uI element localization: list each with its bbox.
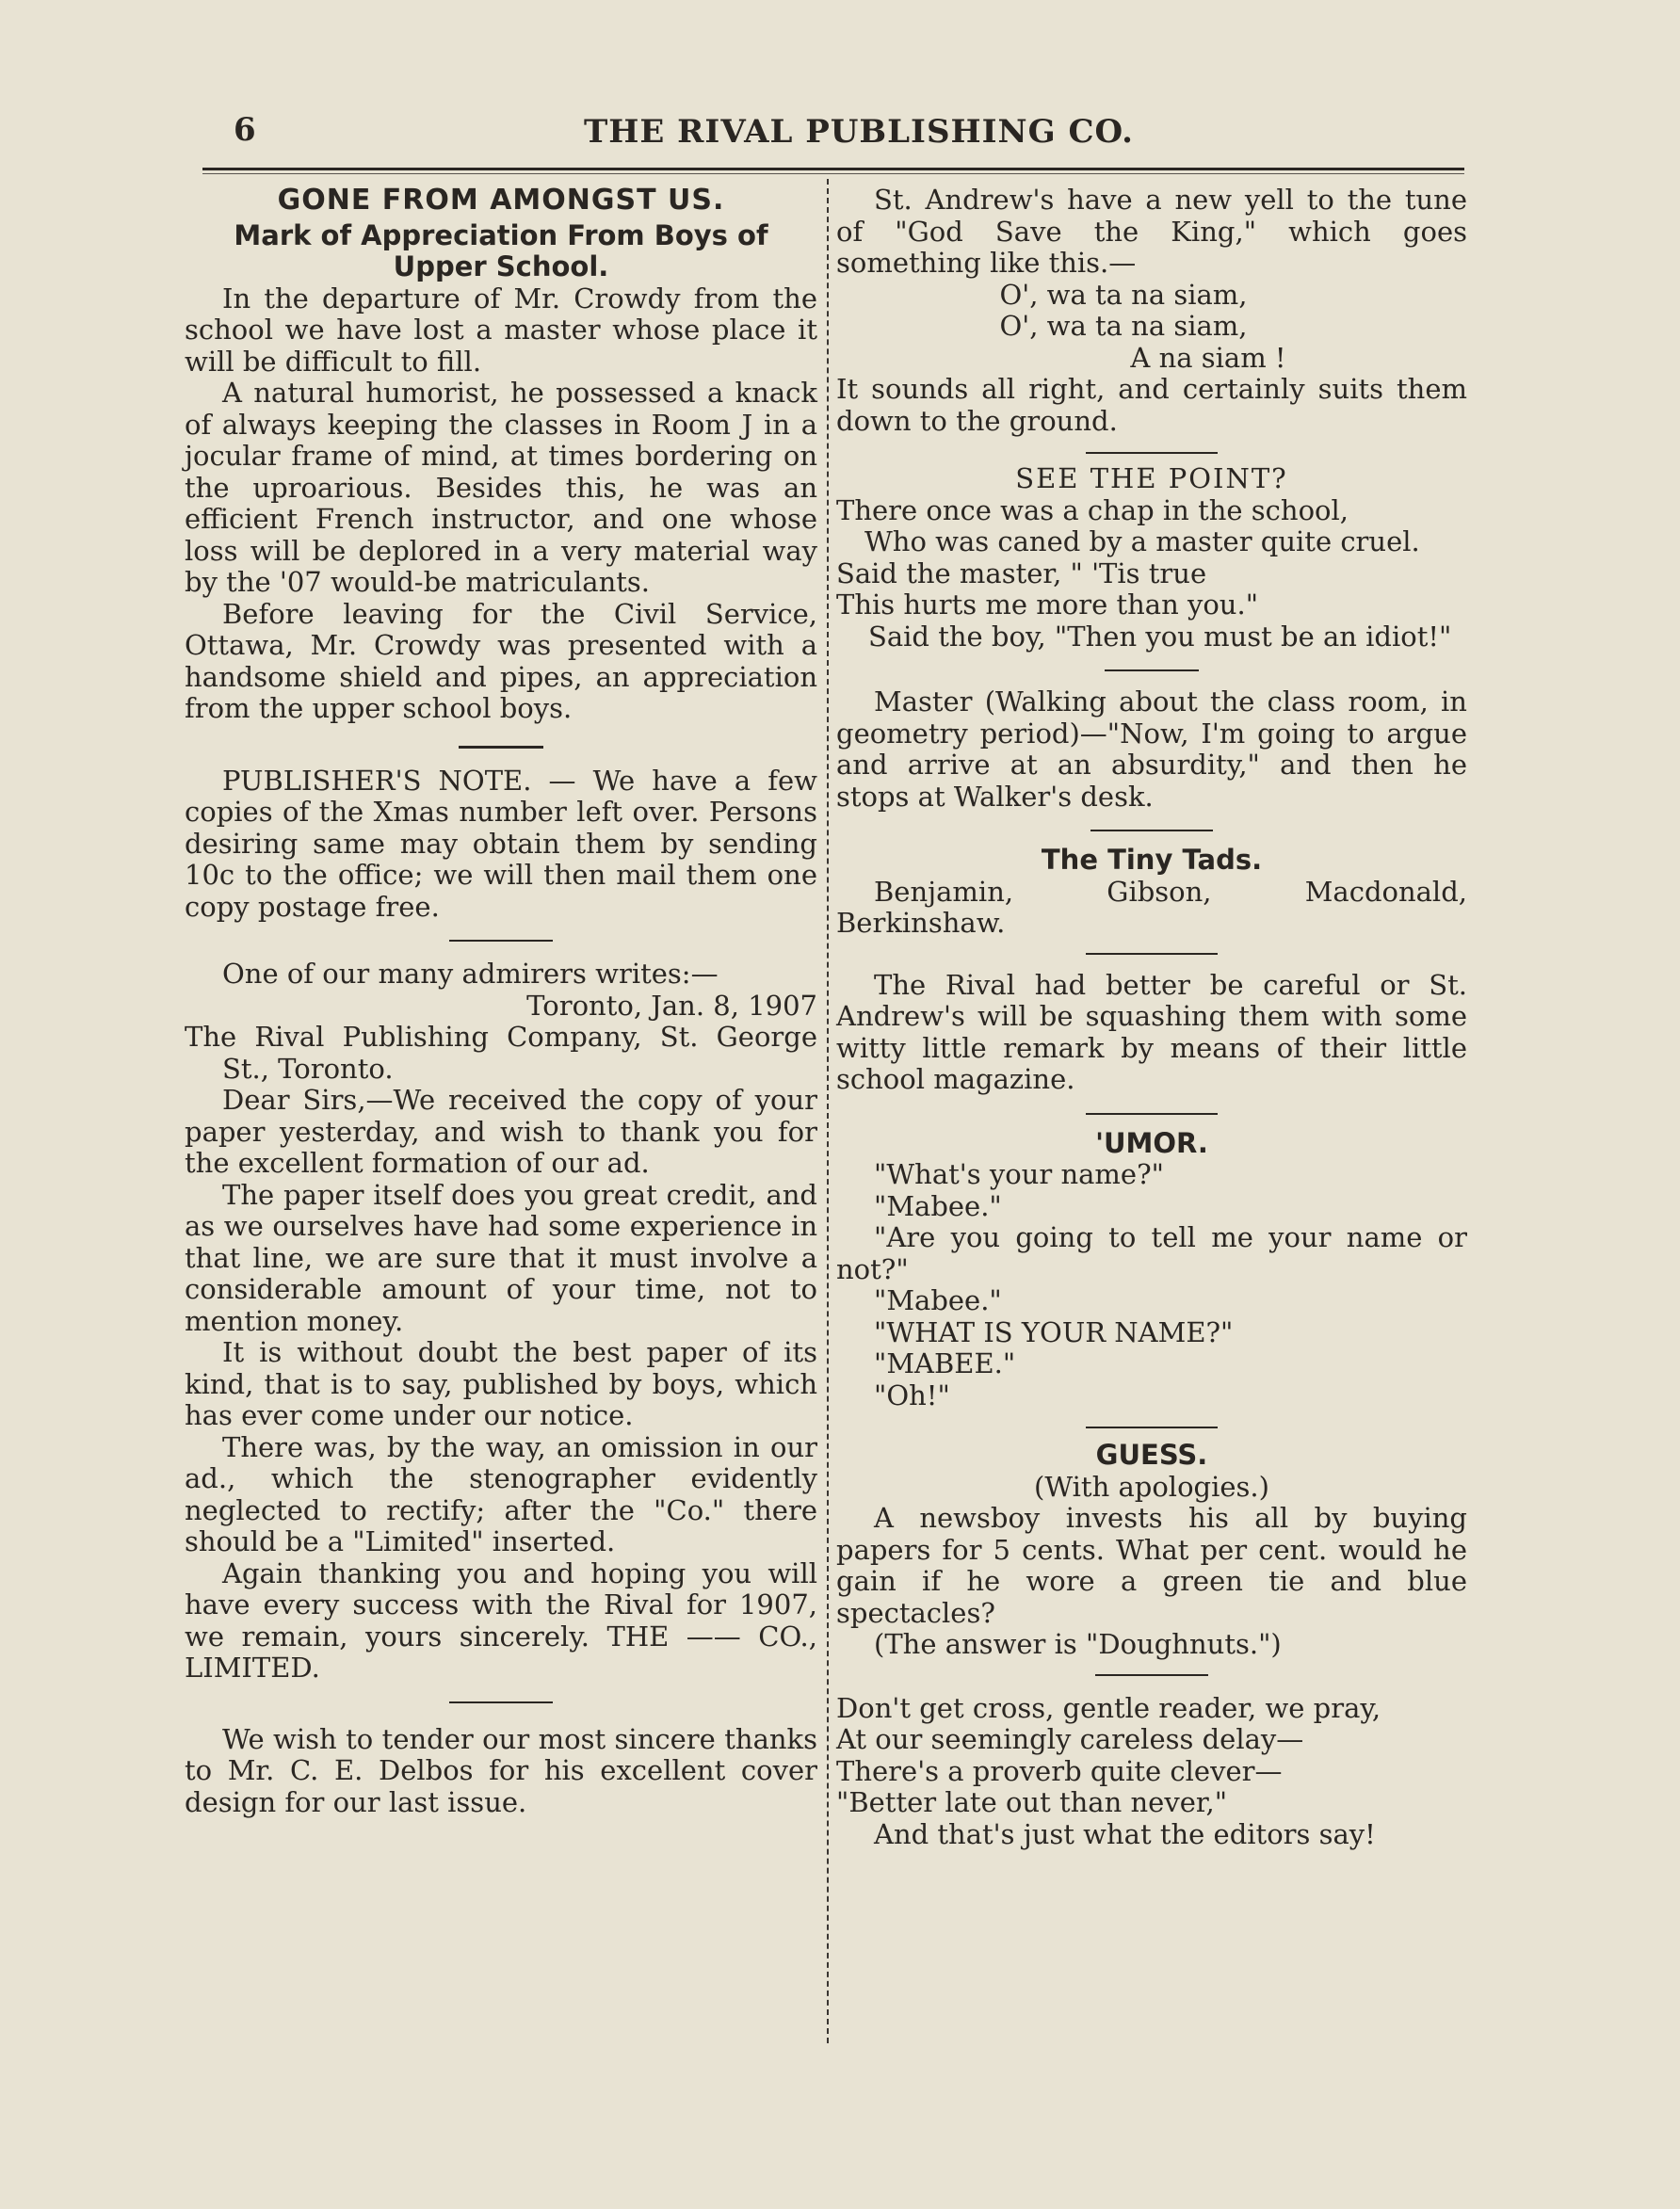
tads-title: The Tiny Tads. [1041,844,1263,876]
yell-line: A na siam ! [1130,341,1286,374]
poem-line: Who was caned by a master quite cruel. [864,525,1420,557]
section-divider [449,1701,553,1703]
thanks-paragraph: We wish to tender our most sincere thanks to Mr. C. E. Delbos for his excellent cover design for our last issue. [185,1722,817,1818]
letter-intro: One of our many admirers writes:— [222,958,719,990]
right-column [836,185,1467,1850]
article-paragraph: In the departure of Mr. Crowdy from the school we have lost a master whose place it will be difficult to fill. [185,282,817,378]
left-column [185,185,817,1818]
poem-line: Said the boy, "Then you must be an idiot!" [868,620,1452,653]
section-divider [1095,1674,1208,1676]
section-divider [449,940,553,942]
guess-subtitle: (With apologies.) [1034,1470,1269,1503]
dialogue-line: "What's your name?" [874,1158,1164,1190]
page-number: 6 [234,111,256,149]
letter-paragraph: Dear Sirs,—We received the copy of your paper yesterday, and wish to thank you for the excellent formation of our ad. [185,1084,817,1179]
column-divider [827,179,829,2043]
section-divider [1105,669,1199,671]
dialogue-line: "Mabee." [874,1189,1002,1222]
section-divider [1086,953,1218,955]
letter-date: Toronto, Jan. 8, 1907 [526,989,817,1022]
rival-paragraph: The Rival had better be careful or St. Andrew's will be squashing them with some witty little remark by means of their little school magazine. [836,968,1467,1095]
dialogue-line: "Mabee." [874,1284,1002,1316]
letter-paragraph: The paper itself does you great credit, and as we ourselves have had some experience in that line, we are sure that it must involve a considerable amount of your time, not to mention money. [185,1178,817,1337]
article-paragraph: A natural humorist, he possessed a knack of always keeping the classes in Room J in a jocular frame of mind, at times bordering on the uproarious. Besides this, he was an efficient French instructor, and one whose loss will be deplored in a very material way by the '07 would-be matriculants. [185,377,817,598]
tads-names: Benjamin, Gibson, Macdonald, Berkinshaw. [836,875,1467,939]
poem-line: At our seemingly careless delay— [836,1723,1304,1755]
section-divider [1086,452,1218,454]
yell-intro: St. Andrew's have a new yell to the tune of "God Save the King," which goes something like this.— [836,184,1467,279]
section-divider [1090,830,1213,831]
poem-line: And that's just what the editors say! [874,1817,1376,1850]
poem-title: SEE THE POINT? [1015,462,1288,494]
guess-answer: (The answer is "Doughnuts.") [874,1628,1282,1660]
yell-outro: It sounds all right, and certainly suits them down to the ground. [836,373,1467,437]
yell-line: O', wa ta na siam, [999,278,1248,311]
article-paragraph: Before leaving for the Civil Service, Ottawa, Mr. Crowdy was presented with a handsome shield and pipes, an appreciation from the upper school boys. [185,597,817,724]
dialogue-line: "Oh!" [874,1379,950,1411]
running-title: THE RIVAL PUBLISHING CO. [584,113,1135,151]
poem-line: There once was a chap in the school, [836,493,1349,526]
section-divider [1086,1113,1218,1115]
letter-address: The Rival Publishing Company, St. George St., Toronto. [185,1021,817,1085]
poem-line: "Better late out than never," [836,1786,1228,1818]
dialogue-line: "MABEE." [874,1347,1016,1379]
letter-paragraph: There was, by the way, an omission in our ad., which the stenographer evidently neglected to rectify; after the "Co." there should be a "Limited" inserted. [185,1430,817,1557]
guess-title: GUESS. [1095,1439,1208,1471]
letter-paragraph: Again thanking you and hoping you will have every success with the Rival for 1907, we remain, yours sincerely. THE —— CO., LIMITED. [185,1556,817,1684]
section-divider [459,746,543,749]
guess-paragraph: A newsboy invests his all by buying papers for 5 cents. What per cent. would he gain if he wore a green tie and blue spectacles? [836,1502,1467,1629]
poem-line: There's a proverb quite clever— [836,1754,1283,1787]
yell-line: O', wa ta na siam, [999,310,1248,342]
dialogue-line: "WHAT IS YOUR NAME?" [874,1315,1234,1348]
dialogue-line: "Are you going to tell me your name or not?" [836,1221,1467,1285]
article-title: GONE FROM AMONGST US. [277,184,725,217]
header-rule [202,168,1464,170]
article-subtitle: Mark of Appreciation From Boys of Upper School. [234,218,768,282]
master-anecdote: Master (Walking about the class room, in geometry period)—"Now, I'm going to argue and arrive at an absurdity," and then he stops at Walker's desk. [836,685,1467,813]
poem-line: Don't get cross, gentle reader, we pray, [836,1691,1381,1724]
letter-paragraph: It is without doubt the best paper of its kind, that is to say, published by boys, which has ever come under our notice. [185,1336,817,1431]
section-divider [1086,1427,1218,1428]
poem-line: This hurts me more than you." [836,589,1259,621]
umor-title: 'UMOR. [1095,1126,1208,1159]
poem-line: Said the master, " 'Tis true [836,556,1207,589]
header-rule-thin [202,173,1464,174]
publisher-note: PUBLISHER'S NOTE. — We have a few copies of the Xmas number left over. Persons desiring same may obtain them by sending 10c to the office; we will then mail them one copy postage free. [185,764,817,923]
